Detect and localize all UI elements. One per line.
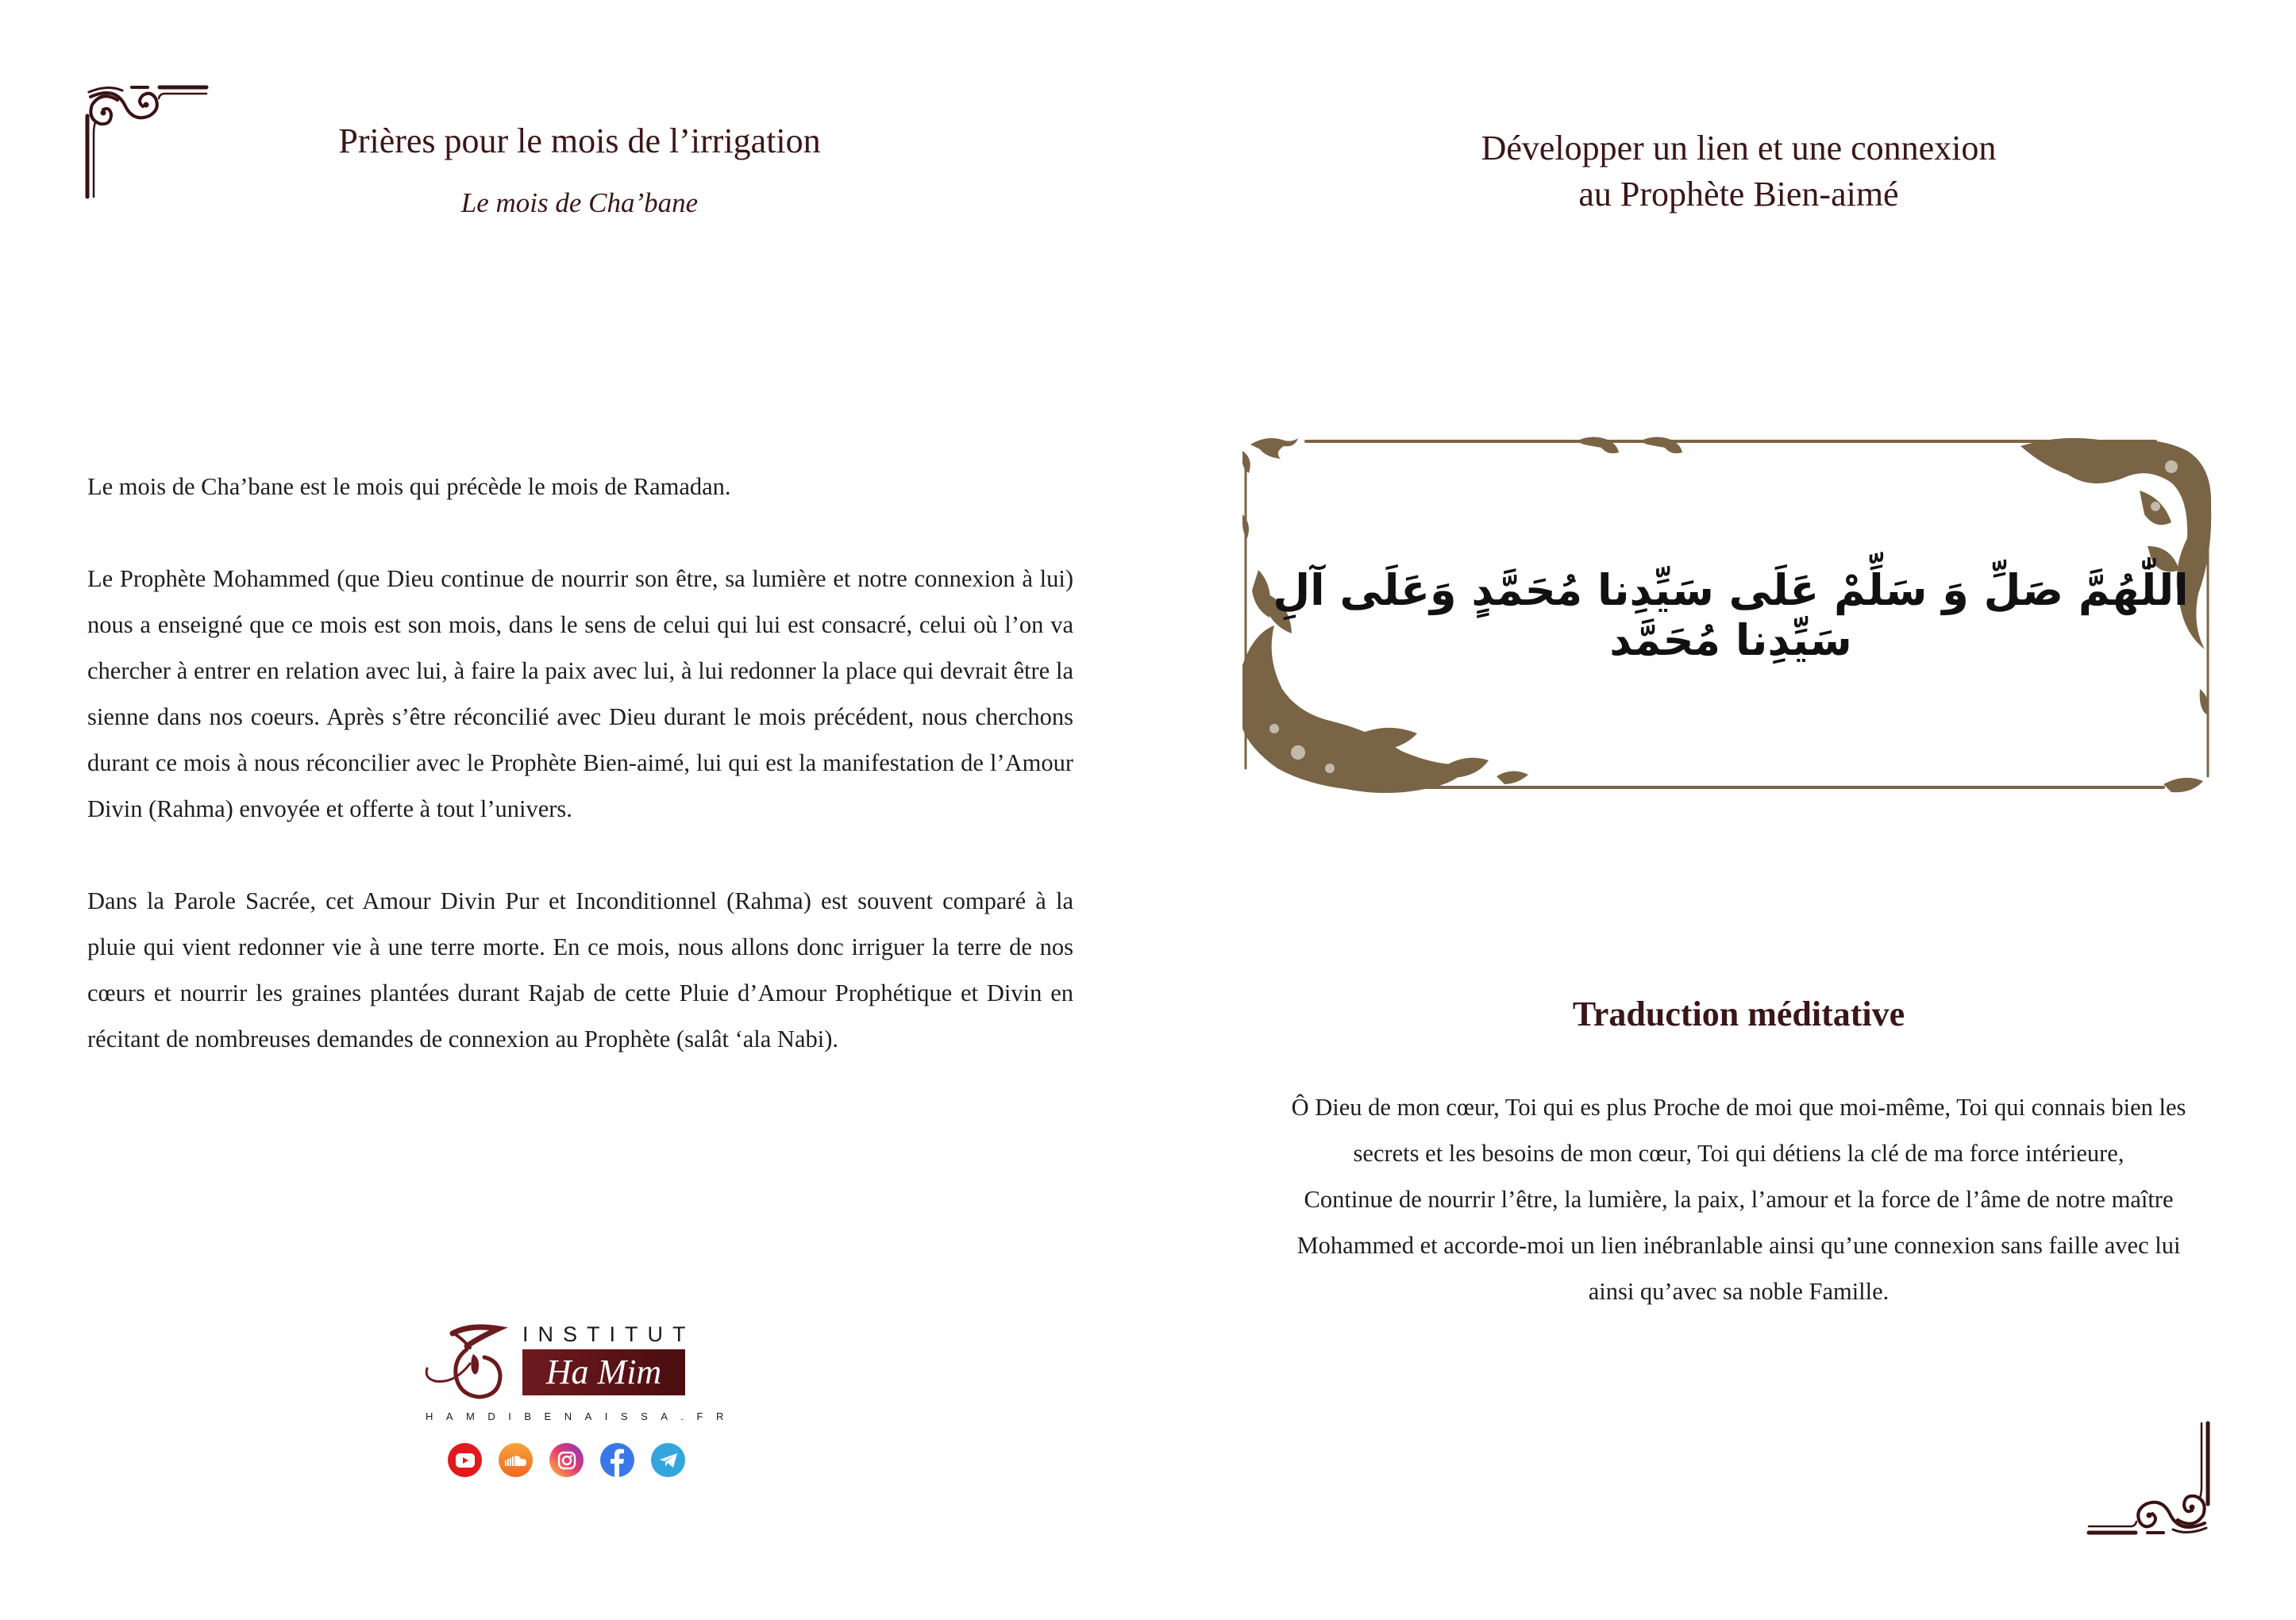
- telegram-icon[interactable]: [651, 1443, 685, 1477]
- arabic-prayer-text: اللّٰهُمَّ صَلِّ وَ سَلِّمْ عَلَى سَيِّدِنا مُحَمَّدٍ وَعَلَى آلِ سَيِّدِنا مُحَمَّد: [1273, 565, 2189, 665]
- logo-website-url[interactable]: HAMDIBENAISSA.FR: [426, 1410, 737, 1422]
- translation-line: secrets et les besoins de mon cœur, Toi qui détiens la clé de ma force intérieure,: [1353, 1140, 2125, 1167]
- soundcloud-icon[interactable]: [499, 1443, 533, 1477]
- instagram-icon[interactable]: [549, 1443, 584, 1477]
- body-paragraph: Le Prophète Mohammed (que Dieu continue de nourrir son être, sa lumière et notre connexion à lui) nous a enseigné que ce mois est son mois, dans le sens de celui qui lui est consacré, celui où l’on va chercher à entrer en relation avec lui, à faire la paix avec lui, à lui redonner la place qui devrait être la sienne dans nos coeurs. Après s’être réconcilié avec Dieu durant le mois précédent, nous cherchons durant ce mois à nous réconcilier avec le Prophète Bien-aimé, lui qui est la manifestation de l’Amour Divin (Rahma) envoyée et offerte à tout l’univers.: [87, 565, 1073, 822]
- translation-title: Traduction méditative: [1572, 995, 1905, 1033]
- left-page-body: [87, 464, 1073, 1108]
- ha-mim-calligraphy-icon: [422, 1322, 510, 1402]
- body-paragraph: Dans la Parole Sacrée, cet Amour Divin Pur et Inconditionnel (Rahma) est souvent comparé à la pluie qui vient redonner vie à une terre morte. En ce mois, nous allons donc irriguer la terre de nos cœurs et nourrir les graines plantées durant Rajab de cette Pluie d’Amour Prophétique et Divin en récitant de nombreuses demandes de connexion au Prophète (salât ‘ala Nabi).: [87, 887, 1073, 1052]
- left-page-subtitle: Le mois de Cha’bane: [460, 187, 699, 218]
- translation-body: [1239, 1084, 2239, 1314]
- right-page-title-line: au Prophète Bien-aimé: [1578, 175, 1899, 214]
- left-page-title: Prières pour le mois de l’irrigation: [338, 121, 821, 160]
- right-page-title: [1239, 125, 2239, 217]
- logo-institut-text: INSTITUT: [522, 1322, 695, 1346]
- corner-ornament-bottom-right: [2084, 1421, 2211, 1536]
- corner-ornament-top-left: [84, 84, 211, 199]
- facebook-icon[interactable]: [600, 1443, 634, 1477]
- right-page-title-line: Développer un lien et une connexion: [1481, 129, 1997, 167]
- translation-line: Mohammed et accorde-moi un lien inébranlable ainsi qu’une connexion sans faille avec lui: [1296, 1232, 2181, 1259]
- translation-line: Ô Dieu de mon cœur, Toi qui es plus Proche de moi que moi-même, Toi qui connais bien les: [1291, 1094, 2186, 1121]
- body-paragraph: Le mois de Cha’bane est le mois qui précède le mois de Ramadan.: [87, 473, 731, 500]
- youtube-icon[interactable]: [448, 1443, 482, 1477]
- translation-line: ainsi qu’avec sa noble Famille.: [1588, 1278, 1890, 1305]
- logo-ha-mim-text: Ha Mim: [522, 1349, 685, 1395]
- institut-ha-mim-logo: [413, 1318, 737, 1484]
- translation-line: Continue de nourrir l’être, la lumière, la paix, l’amour et la force de l’âme de notre maître: [1304, 1186, 2174, 1213]
